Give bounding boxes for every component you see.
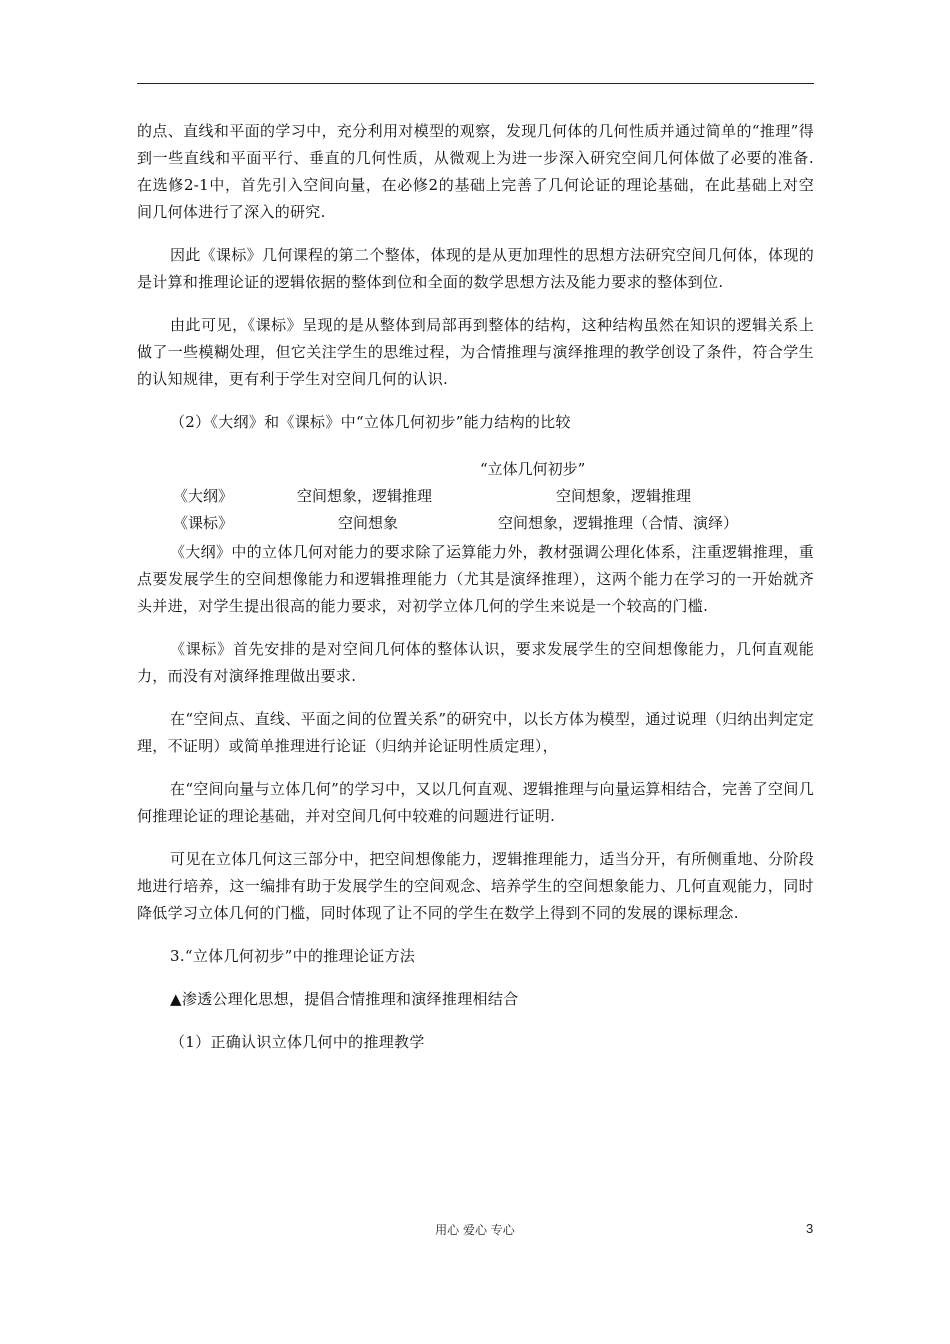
paragraph-conclusion: 由此可见，《课标》呈现的是从整体到局部再到整体的结构，这种结构虽然在知识的逻辑关系上做了一些模糊处理，但它关注学生的思维过程，为合情推理与演绎推理的教学创设了条件，符合学生的认知规律，更有利于学生对空间几何的认识.: [137, 316, 814, 388]
header-rule: [137, 83, 814, 84]
comparison-row-label: 《大纲》: [173, 487, 234, 505]
comparison-row-label: 《课标》: [173, 514, 234, 532]
section-heading-axiomatic: ▲渗透公理化思想，提倡合情推理和演绎推理相结合: [170, 990, 519, 1008]
comparison-cell: 空间想象，逻辑推理: [556, 487, 692, 505]
paragraph-space-vectors: 在“空间向量与立体几何”的学习中，又以几何直观、逻辑推理与向量运算相结合，完善了空间几何推理论证的理论基础，并对空间几何中较难的问题进行证明.: [137, 780, 814, 825]
section-heading-comparison: （2）《大纲》和《课标》中“立体几何初步”能力结构的比较: [170, 413, 571, 431]
paragraph-second-whole: 因此《课标》几何课程的第二个整体，体现的是从更加理性的思想方法研究空间几何体，体现的是计算和推理论证的逻辑依据的整体到位和全面的数学思想方法及能力要求的整体到位.: [137, 246, 814, 291]
paragraph-dagang-ability: 《大纲》中的立体几何对能力的要求除了运算能力外，教材强调公理化体系，注重逻辑推理，重点要发展学生的空间想像能力和逻辑推理能力（尤其是演绎推理），这两个能力在学习的一开始就齐头并进，对学生提出很高的能力要求，对初学立体几何的学生来说是一个较高的门槛.: [137, 543, 814, 615]
paragraph-position-relations: 在“空间点、直线、平面之间的位置关系”的研究中，以长方体为模型，通过说理（归纳出判定定理，不证明）或简单推理进行论证（归纳并论证明性质定理），: [137, 710, 814, 755]
comparison-cell: 空间想象，逻辑推理（合情、演绎）: [498, 514, 739, 532]
page-number: 3: [806, 1221, 814, 1236]
comparison-cell: 空间想象，逻辑推理: [297, 487, 433, 505]
document-body: [137, 118, 814, 1072]
comparison-row-dagang: [137, 483, 814, 510]
comparison-title: “立体几何初步”: [480, 460, 586, 478]
comparison-row-kebiao: [137, 510, 814, 537]
section-heading-reasoning-methods: 3.“立体几何初步”中的推理论证方法: [170, 947, 416, 965]
paragraph-continuation: 的点、直线和平面的学习中，充分利用对模型的观察，发现几何体的几何性质并通过简单的“推理”得到一些直线和平面平行、垂直的几何性质，从微观上为进一步深入研究空间几何体做了必要的准备.在选修2-1中，首先引入空间向量，在必修2的基础上完善了几何论证的理论基础，在此基础上对空间几何体进行了深入的研究.: [137, 122, 814, 221]
comparison-cell: 空间想象: [338, 514, 399, 532]
paragraph-three-parts: 可见在立体几何这三部分中，把空间想像能力，逻辑推理能力，适当分开，有所侧重地、分阶段地进行培养，这一编排有助于发展学生的空间观念、培养学生的空间想象能力、几何直观能力，同时降低学习立体几何的门槛，同时体现了让不同的学生在数学上得到不同的发展的课标理念.: [137, 850, 814, 922]
footer-motto: 用心 爱心 专心: [435, 1223, 515, 1237]
section-heading-reasoning-teaching: （1）正确认识立体几何中的推理教学: [170, 1033, 425, 1051]
paragraph-kebiao-ability: 《课标》首先安排的是对空间几何体的整体认识，要求发展学生的空间想像能力，几何直观能力，而没有对演绎推理做出要求.: [137, 640, 814, 685]
comparison-table: [137, 456, 814, 537]
